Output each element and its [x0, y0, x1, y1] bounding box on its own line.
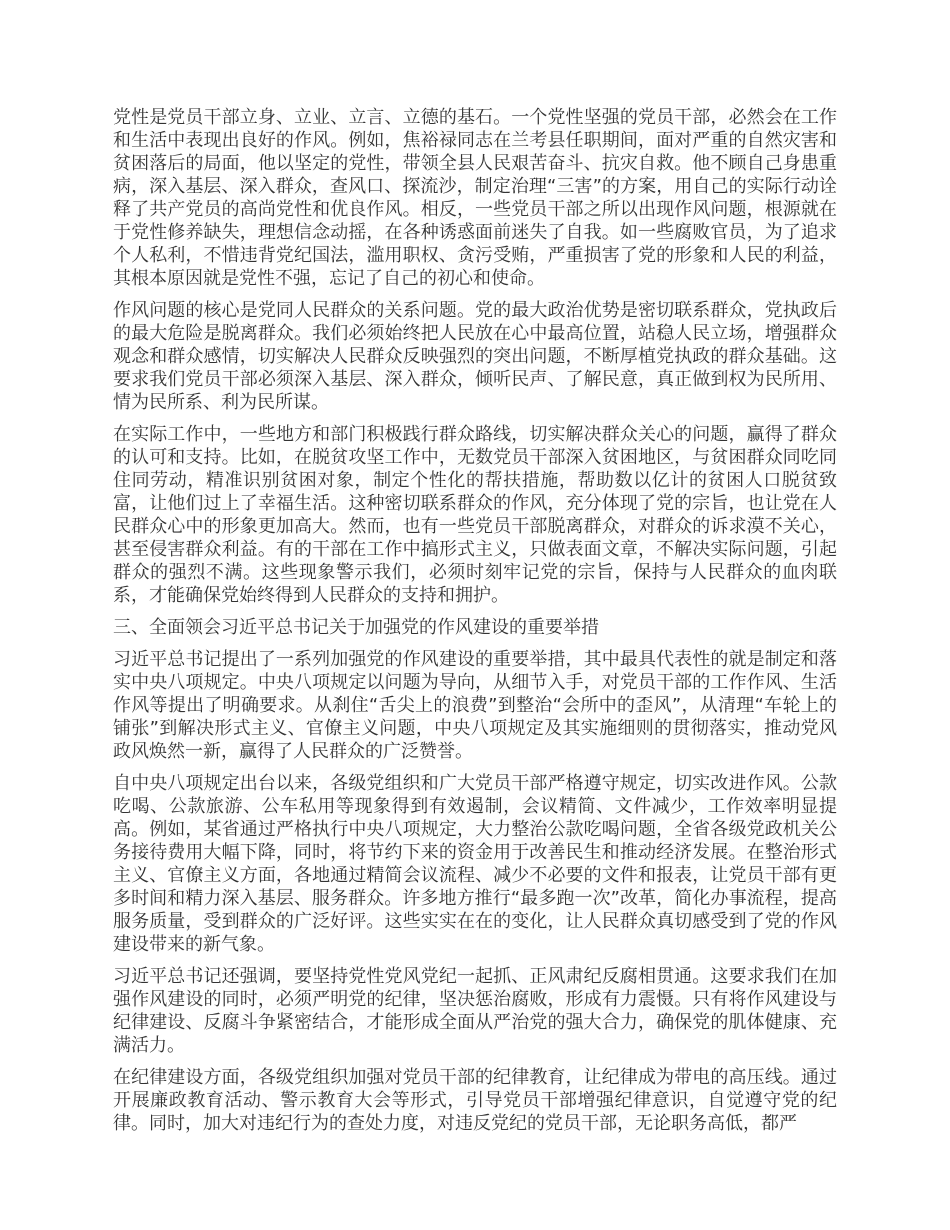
paragraph-regulations-effects: 自中央八项规定出台以来，各级党组织和广大党员干部严格遵守规定，切实改进作风。公款吃喝、公款旅游、公车私用等现象得到有效遏制，会议精简、文件减少，工作效率明显提高。例如，某省通过严格执行中央八项规定，大力整治公款吃喝问题，全省各级党政机关公务接待费用大幅下降，同时，将节约下来的资金用于改善民生和推动经济发展。在整治形式主义、官僚主义方面，各地通过精简会议流程、减少不必要的文件和报表，让党员干部有更多时间和精力深入基层、服务群众。许多地方推行“最多跑一次”改革，简化办事流程，提高服务质量，受到群众的广泛好评。这些实实在在的变化，让人民群众真切感受到了党的作风建设带来的新气象。: [113, 773, 837, 955]
paragraph-discipline-building: 在纪律建设方面，各级党组织加强对党员干部的纪律教育，让纪律成为带电的高压线。通过开展廉政教育活动、警示教育大会等形式，引导党员干部增强纪律意识，自觉遵守党的纪律。同时，加大对违纪行为的查处力度，对违反党纪的党员干部，无论职务高低，都严: [113, 1067, 837, 1134]
paragraph-eight-point-regulations: 习近平总书记提出了一系列加强党的作风建设的重要举措，其中最具代表性的就是制定和落实中央八项规定。中央八项规定以问题为导向，从细节入手，对党员干部的工作作风、生活作风等提出了明确要求。从刹住“舌尖上的浪费”到整治“会所中的歪风”，从清理“车轮上的铺张”到解决形式主义、官僚主义问题，中央八项规定及其实施细则的贯彻落实，推动党风政风焕然一新，赢得了人民群众的广泛赞誉。: [113, 649, 837, 762]
paragraph-practical-work-examples: 在实际工作中，一些地方和部门积极践行群众路线，切实解决群众关心的问题，赢得了群众的认可和支持。比如，在脱贫攻坚工作中，无数党员干部深入贫困地区，与贫困群众同吃同住同劳动，精准识别贫困对象，制定个性化的帮扶措施，帮助数以亿计的贫困人口脱贫致富，让他们过上了幸福生活。这种密切联系群众的作风，充分体现了党的宗旨，也让党在人民群众心中的形象更加高大。然而，也有一些党员干部脱离群众，对群众的诉求漠不关心，甚至侵害群众利益。有的干部在工作中搞形式主义，只做表面文章，不解决实际问题，引起群众的强烈不满。这些现象警示我们，必须时刻牢记党的宗旨，保持与人民群众的血肉联系，才能确保党始终得到人民群众的支持和拥护。: [113, 424, 837, 606]
document-body: [113, 106, 837, 1144]
paragraph-party-spirit-foundation: 党性是党员干部立身、立业、立言、立德的基石。一个党性坚强的党员干部，必然会在工作和生活中表现出良好的作风。例如，焦裕禄同志在兰考县任职期间，面对严重的自然灾害和贫困落后的局面，他以坚定的党性，带领全县人民艰苦奋斗、抗灾自救。他不顾自己身患重病，深入基层、深入群众，查风口、探流沙，制定治理“三害”的方案，用自己的实际行动诠释了共产党员的高尚党性和优良作风。相反，一些党员干部之所以出现作风问题，根源就在于党性修养缺失，理想信念动摇，在各种诱惑面前迷失了自我。如一些腐败官员，为了追求个人私利，不惜违背党纪国法，滥用职权、贪污受贿，严重损害了党的形象和人民的利益，其根本原因就是党性不强，忘记了自己的初心和使命。: [113, 107, 837, 289]
section-heading-three: 三、全面领会习近平总书记关于加强党的作风建设的重要举措: [113, 617, 599, 638]
paragraph-work-style-core: 作风问题的核心是党同人民群众的关系问题。党的最大政治优势是密切联系群众，党执政后的最大危险是脱离群众。我们必须始终把人民放在心中最高位置，站稳人民立场，增强群众观念和群众感情，切实解决人民群众反映强烈的突出问题，不断厚植党执政的群众基础。这要求我们党员干部必须深入基层、深入群众，倾听民声、了解民意，真正做到权为民所用、情为民所系、利为民所谋。: [113, 300, 837, 413]
paragraph-discipline-emphasis: 习近平总书记还强调，要坚持党性党风党纪一起抓、正风肃纪反腐相贯通。这要求我们在加强作风建设的同时，必须严明党的纪律，坚决惩治腐败，形成有力震慑。只有将作风建设与纪律建设、反腐斗争紧密结合，才能形成全面从严治党的强大合力，确保党的肌体健康、充满活力。: [113, 966, 837, 1056]
